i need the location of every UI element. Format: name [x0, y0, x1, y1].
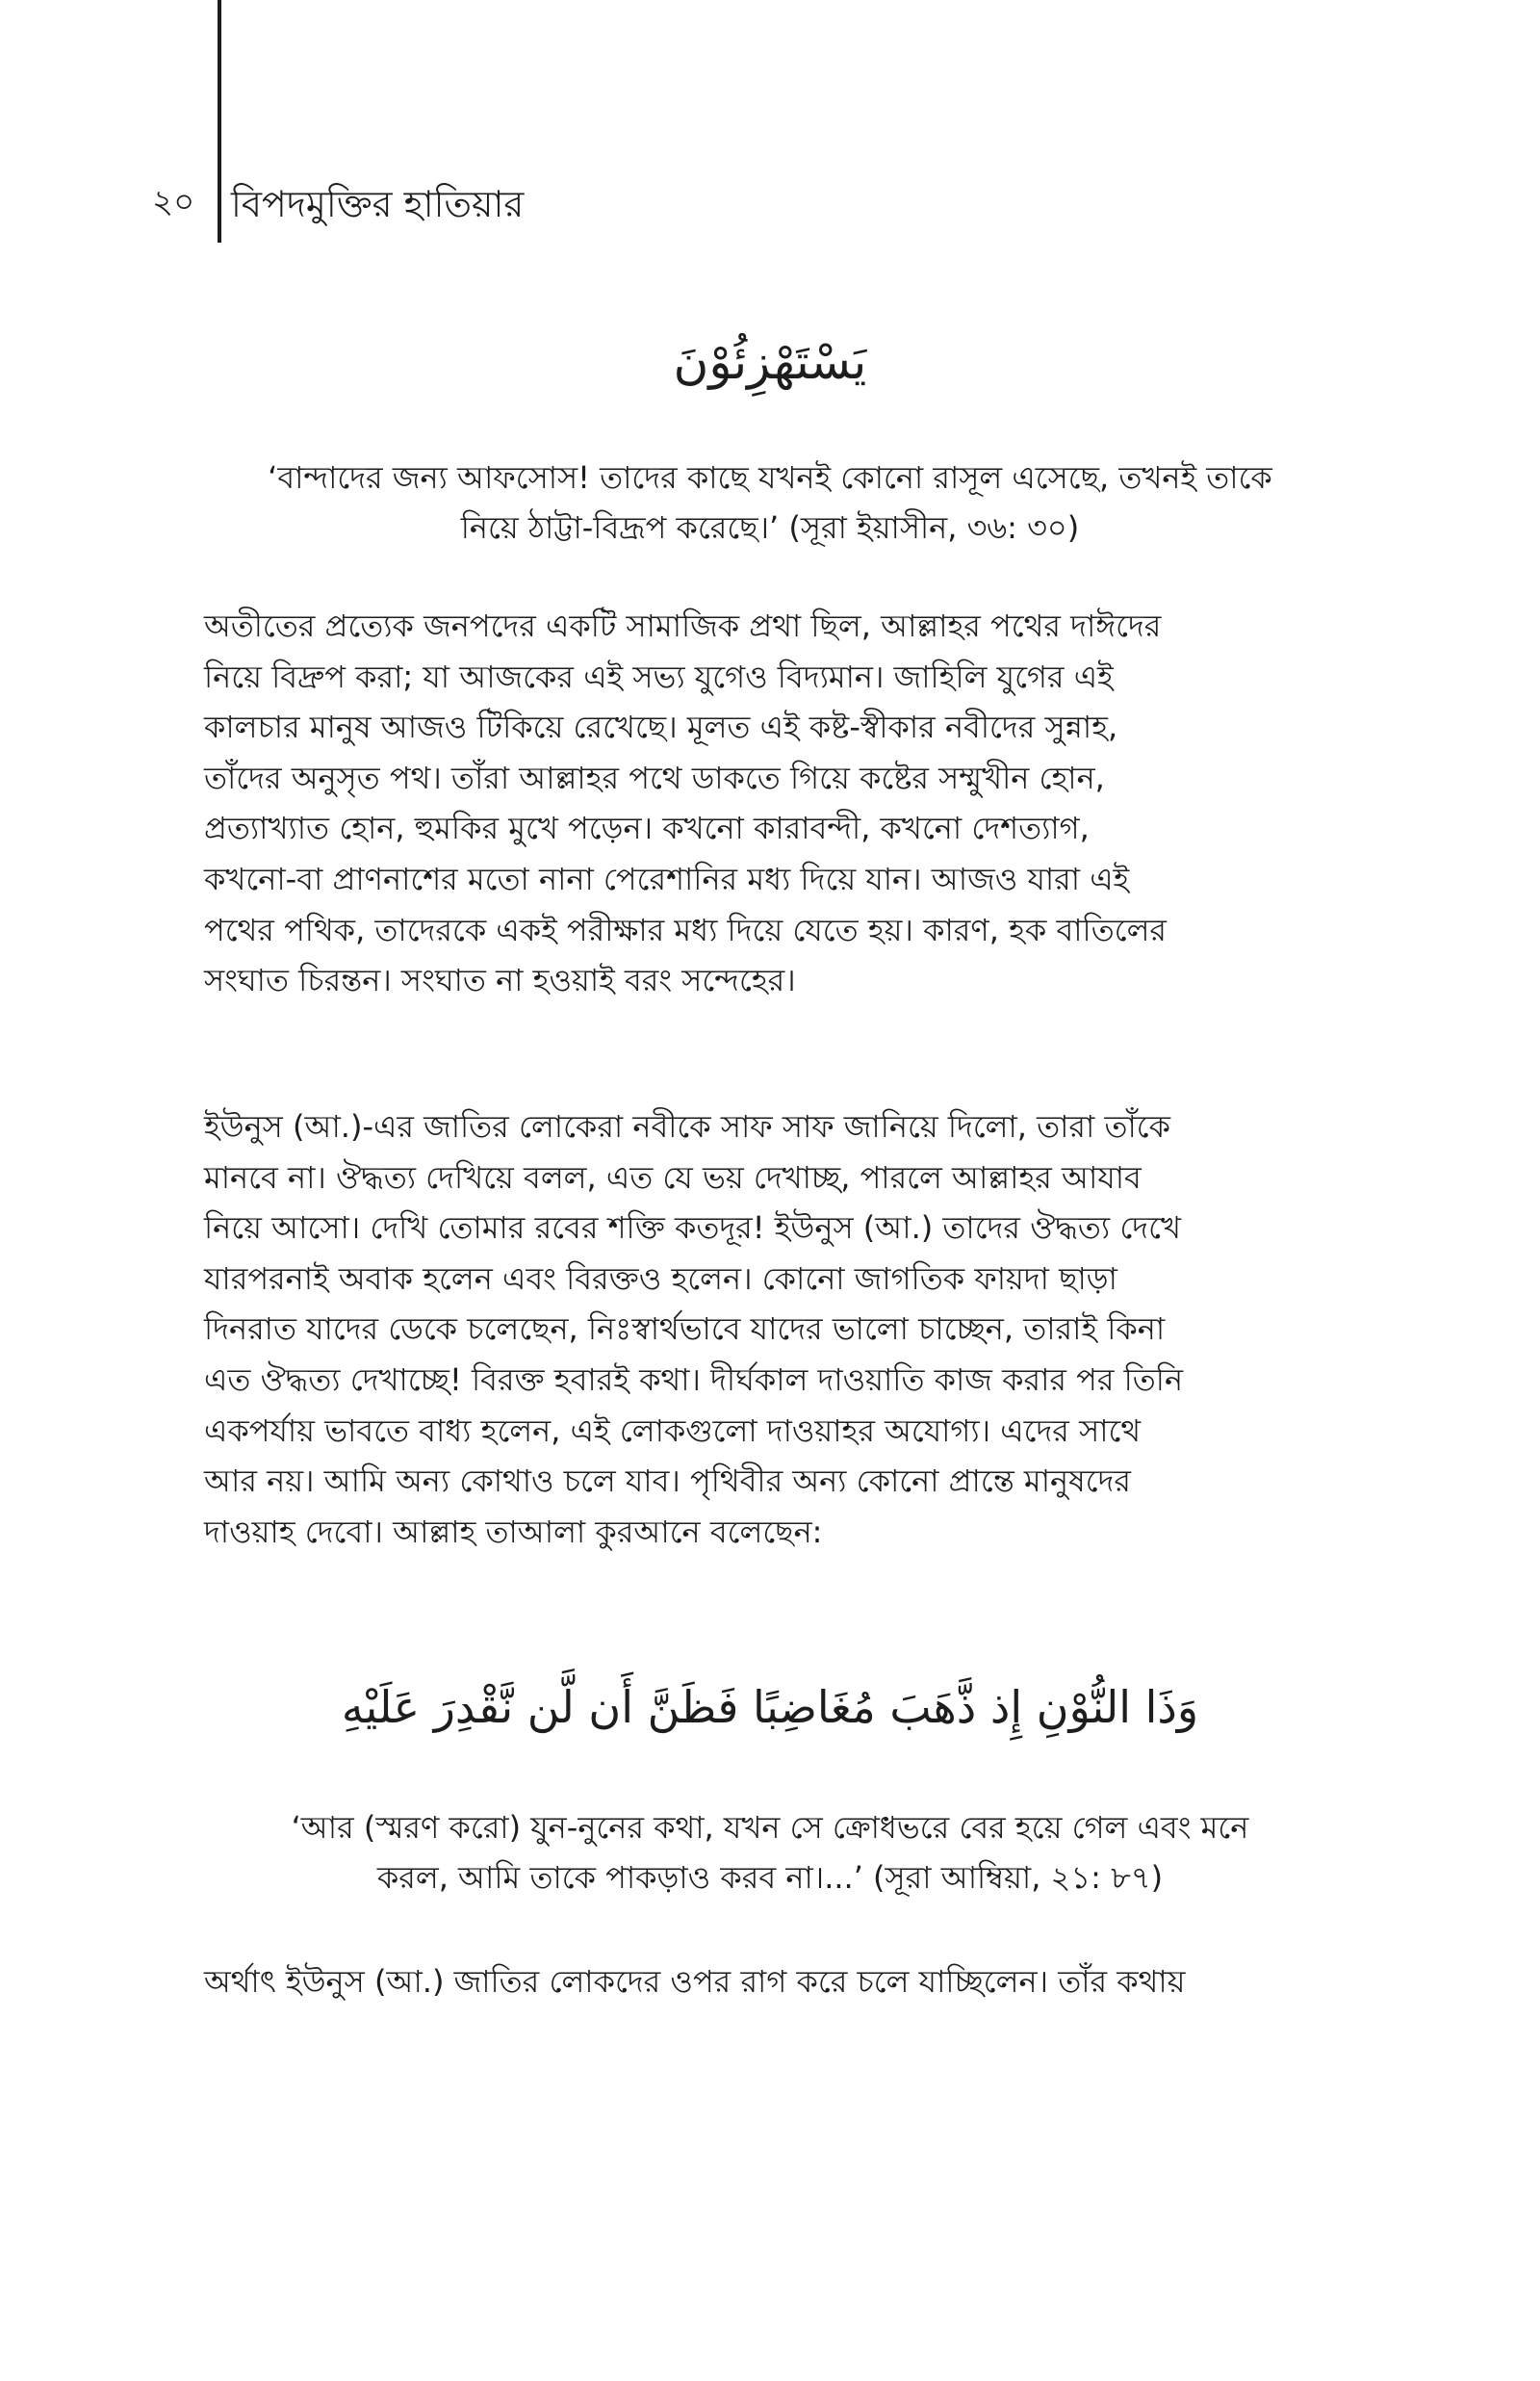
paragraph-line: যারপরনাই অবাক হলেন এবং বিরক্তও হলেন। কোনো জাগতিক ফায়দা ছাড়া	[204, 1259, 1117, 1297]
paragraph-line: ইউনুস (আ.)-এর জাতির লোকেরা নবীকে সাফ সাফ জানিয়ে দিলো, তারা তাঁকে	[204, 1108, 1171, 1145]
arabic-verse-1: يَسْتَهْزِئُوْنَ	[673, 334, 867, 390]
paragraph-3	[204, 1956, 1336, 2007]
paragraph-line: অর্থাৎ ইউনুস (আ.) জাতির লোকদের ওপর রাগ করে চলে যাচ্ছিলেন। তাঁর কথায়	[204, 1963, 1186, 2000]
translation-quote-1	[204, 453, 1336, 553]
page-number: ২০	[152, 183, 195, 221]
paragraph-line: এত ঔদ্ধত্য দেখাচ্ছে! বিরক্ত হবারই কথা। দীর্ঘকাল দাওয়াতি কাজ করার পর তিনি	[204, 1360, 1184, 1398]
paragraph-2	[204, 1101, 1336, 1557]
paragraph-line: একপর্যায় ভাবতে বাধ্য হলেন, এই লোকগুলো দাওয়াহর অযোগ্য। এদের সাথে	[204, 1411, 1142, 1449]
header-vertical-rule	[218, 0, 221, 243]
paragraph-line: পথের পথিক, তাদেরকে একই পরীক্ষার মধ্য দিয়ে যেতে হয়। কারণ, হক বাতিলের	[204, 911, 1168, 948]
paragraph-line: প্রত্যাখ্যাত হোন, হুমকির মুখে পড়েন। কখনো কারাবন্দী, কখনো দেশত্যাগ,	[204, 810, 1090, 847]
translation-quote-2	[204, 1802, 1336, 1902]
arabic-verse-2: وَذَا النُّوْنِ إِذ ذَّهَبَ مُغَاضِبًا فَظَنَّ أَن لَّن نَّقْدِرَ عَلَيْهِ	[341, 1681, 1199, 1733]
paragraph-line: দাওয়াহ দেবো। আল্লাহ তাআলা কুরআনে বলেছেন:	[204, 1513, 823, 1550]
paragraph-line: তাঁদের অনুসৃত পথ। তাঁরা আল্লাহর পথে ডাকতে গিয়ে কষ্টের সম্মুখীন হোন,	[204, 759, 1105, 796]
paragraph-line: কালচার মানুষ আজও টিকিয়ে রেখেছে। মূলত এই কষ্ট-স্বীকার নবীদের সুন্নাহ,	[204, 709, 1118, 746]
running-title: বিপদমুক্তির হাতিয়ার	[231, 183, 525, 225]
quote-line: ‘বান্দাদের জন্য আফসোস! তাদের কাছে যখনই কোনো রাসূল এসেছে, তখনই তাকে	[268, 459, 1272, 496]
paragraph-line: নিয়ে আসো। দেখি তোমার রবের শক্তি কতদূর! ইউনুস (আ.) তাদের ঔদ্ধত্য দেখে	[204, 1209, 1181, 1247]
quote-line: ‘আর (স্মরণ করো) যুন-নুনের কথা, যখন সে ক্রোধভরে বের হয়ে গেল এবং মনে	[291, 1809, 1249, 1846]
paragraph-line: আর নয়। আমি অন্য কোথাও চলে যাব। পৃথিবীর অন্য কোনো প্রান্তে মানুষদের	[204, 1462, 1131, 1500]
paragraph-line: দিনরাত যাদের ডেকে চলেছেন, নিঃস্বার্থভাবে যাদের ভালো চাচ্ছেন, তারাই কিনা	[204, 1310, 1166, 1348]
paragraph-line: অতীতের প্রত্যেক জনপদের একটি সামাজিক প্রথা ছিল, আল্লাহর পথের দাঈদের	[204, 608, 1162, 644]
paragraph-1	[204, 601, 1336, 1006]
paragraph-line: নিয়ে বিদ্রুপ করা; যা আজকের এই সভ্য যুগেও বিদ্যমান। জাহিলি যুগের এই	[204, 658, 1114, 695]
paragraph-line: সংঘাত চিরন্তন। সংঘাত না হওয়াই বরং সন্দেহের।	[204, 962, 796, 999]
paragraph-line: কখনো-বা প্রাণনাশের মতো নানা পেরেশানির মধ্য দিয়ে যান। আজও যারা এই	[204, 860, 1130, 897]
quote-line: করল, আমি তাকে পাকড়াও করব না।...’ (সূরা আম্বিয়া, ২১: ৮৭)	[376, 1859, 1164, 1896]
quote-line: নিয়ে ঠাট্টা-বিদ্রূপ করেছে।’ (সূরা ইয়াসীন, ৩৬: ৩০)	[460, 509, 1080, 546]
paragraph-line: মানবে না। ঔদ্ধত্য দেখিয়ে বলল, এত যে ভয় দেখাচ্ছ, পারলে আল্লাহর আযাব	[204, 1158, 1142, 1196]
